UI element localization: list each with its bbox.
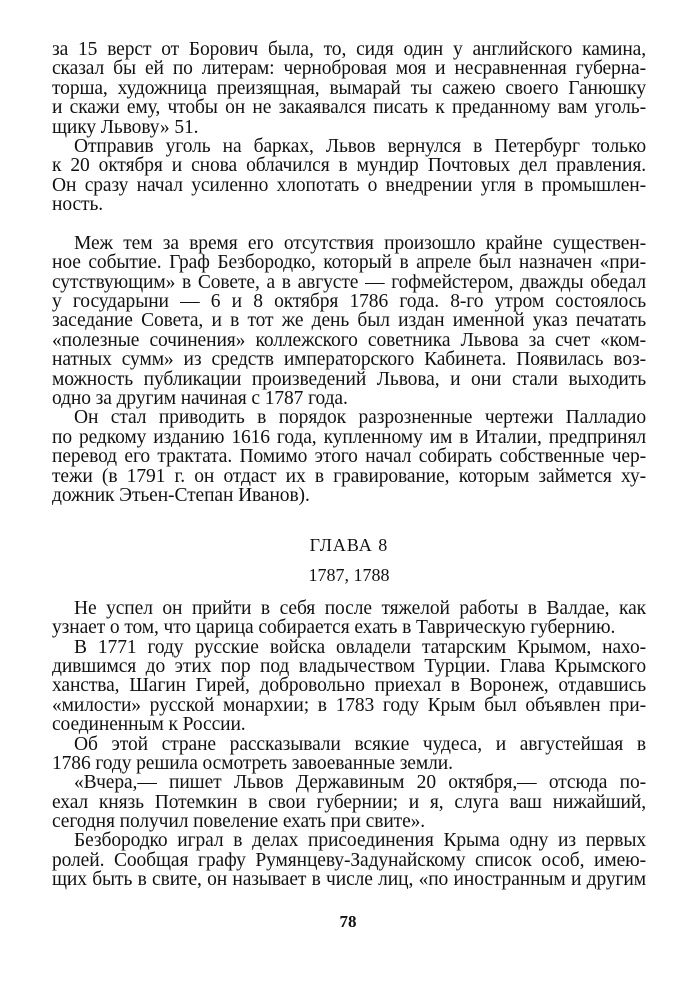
paragraph-block-3 <box>52 599 646 890</box>
text-line: щику Львову» 51. <box>52 116 199 138</box>
text-line: ехал князь Потемкин в свои губернии; и я, слуга ваш нижайший, <box>52 791 646 813</box>
text-line: «полезные сочинения» коллежского советника Львова за счет «ком- <box>52 329 646 351</box>
text-line: Об этой стране рассказывали всякие чудеса, и августейшая в <box>74 733 646 755</box>
page-number: 78 <box>339 912 357 931</box>
text-line: Не успел он прийти в себя после тяжелой работы в Валдае, как <box>74 597 646 619</box>
text-line: соединенным к России. <box>52 714 246 736</box>
page-body <box>52 40 646 890</box>
text-line: одно за другим начиная с 1787 года. <box>52 388 348 410</box>
text-line: Он стал приводить в порядок разрозненные чертежи Палладио <box>74 407 646 429</box>
paragraph-block-1 <box>52 40 646 215</box>
text-line: узнает о том, что царица собирается ехать в Таврическую губернию. <box>52 617 616 639</box>
text-line: натных сумм» из средств императорского Кабинета. Появилась воз- <box>52 349 646 371</box>
text-line: «Вчера,— пишет Львов Державиным 20 октября,— отсюда по- <box>74 772 646 794</box>
section-gap <box>52 505 646 524</box>
text-line: торша, художница преизящная, вымарай ты сажею своего Ганюшку <box>52 77 646 99</box>
text-line: сказал бы ей по литерам: чернобровая моя и несравненная губерна- <box>52 58 646 80</box>
chapter-years: 1787, 1788 <box>308 564 390 585</box>
text-line: перевод его трактата. Помимо этого начал собирать собственные чер- <box>52 446 646 468</box>
text-line: «милости» русской монархии; в 1783 году Крым был объявлен при- <box>52 694 646 716</box>
text-line: Безбородко играл в делах присоединения Крыма одну из первых <box>74 830 646 852</box>
text-line: дожник Этьен-Степан Иванов). <box>52 484 310 506</box>
text-line: В 1771 году русские войска овладели татарским Крымом, нахо- <box>74 636 646 658</box>
paragraph-block-2 <box>52 234 646 505</box>
text-line: у государыни — 6 и 8 октября 1786 года. 8-го утром состоялось <box>52 291 646 313</box>
text-line: ханства, Шагин Гирей, добровольно приехал в Воронеж, отдавшись <box>52 675 646 697</box>
text-line: можность публикации произведений Львова, и они стали выходить <box>52 368 646 390</box>
text-line: Отправив уголь на барках, Львов вернулся в Петербург только <box>74 135 646 157</box>
text-line: заседание Совета, и в тот же день был издан именной указ печатать <box>52 310 646 332</box>
text-line: по редкому изданию 1616 года, купленному им в Италии, предпринял <box>52 426 646 448</box>
text-line: сутствующим» в Совете, а в августе — гофмейстером, дважды обедал <box>52 271 646 293</box>
text-line: и скажи ему, чтобы он не закаявался писать к преданному вам уголь- <box>52 97 646 119</box>
section-gap <box>52 215 646 234</box>
text-line: ролей. Сообщая графу Румянцеву-Задунайскому список особ, имею- <box>52 849 646 871</box>
text-line: за 15 верст от Борович была, то, сидя один у английского камина, <box>52 39 646 60</box>
text-line: 1786 году решила осмотреть завоеванные земли. <box>52 752 453 774</box>
chapter-title: ГЛАВА 8 <box>309 534 389 555</box>
text-line: дившимся до этих пор под владычеством Турции. Глава Крымского <box>52 655 646 677</box>
text-line: ность. <box>52 194 104 216</box>
text-line: щих быть в свите, он называет в числе лиц, «по иностранным и другим <box>52 869 646 891</box>
text-line: к 20 октября и снова облачился в мундир Почтовых дел правления. <box>52 155 646 177</box>
text-line: тежи (в 1791 г. он отдаст их в гравирование, которым займется ху- <box>52 465 646 487</box>
text-line: Меж тем за время его отсутствия произошло крайне существен- <box>74 232 646 254</box>
text-line: ное событие. Граф Безбородко, который в апреле был назначен «при- <box>52 252 646 274</box>
text-line: сегодня получил повеление ехать при свите». <box>52 811 426 833</box>
text-line: Он сразу начал усиленно хлопотать о внедрении угля в промышлен- <box>52 174 646 196</box>
